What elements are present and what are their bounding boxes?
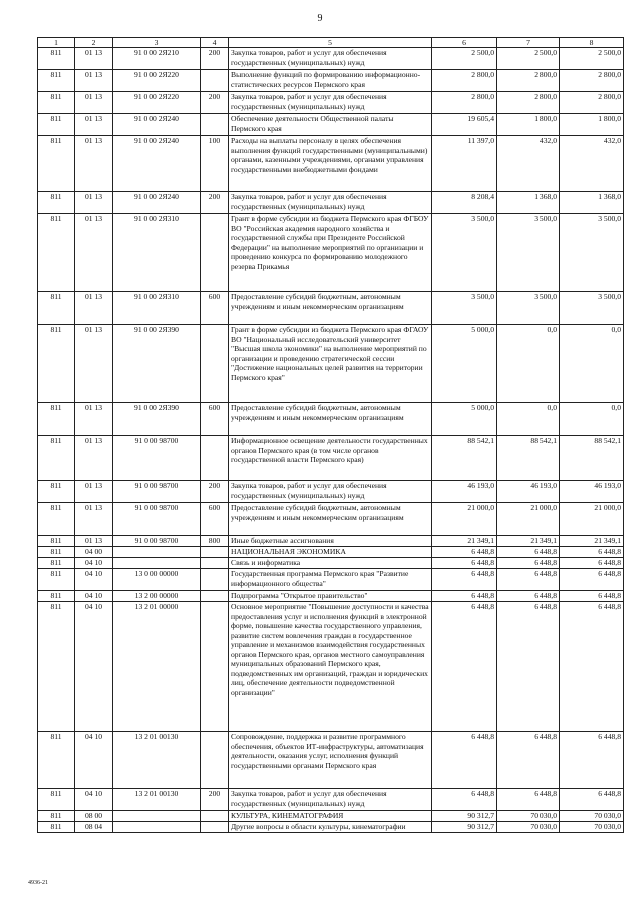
cell-col-8: 2 800,0 bbox=[560, 70, 624, 92]
cell-col-2: 01 13 bbox=[75, 403, 113, 436]
cell-col-4: 100 bbox=[201, 136, 229, 192]
cell-col-1: 811 bbox=[38, 403, 75, 436]
header-cell: 6 bbox=[432, 38, 497, 48]
cell-col-4: 600 bbox=[201, 292, 229, 325]
cell-col-4 bbox=[201, 602, 229, 732]
cell-col-2: 01 13 bbox=[75, 48, 113, 70]
cell-col-5: Обеспечение деятельности Общественной палаты Пермского края bbox=[229, 114, 432, 136]
cell-col-7: 70 030,0 bbox=[497, 822, 560, 833]
cell-col-8: 21 349,1 bbox=[560, 536, 624, 547]
cell-col-1: 811 bbox=[38, 192, 75, 214]
cell-col-1: 811 bbox=[38, 536, 75, 547]
header-cell: 5 bbox=[229, 38, 432, 48]
cell-col-5: Государственная программа Пермского края "Развитие информационного общества" bbox=[229, 569, 432, 591]
cell-col-7: 88 542,1 bbox=[497, 436, 560, 481]
cell-col-3: 91 0 00 2Я240 bbox=[113, 136, 201, 192]
cell-col-8: 1 800,0 bbox=[560, 114, 624, 136]
table-row bbox=[38, 503, 624, 536]
cell-col-5: Подпрограмма "Открытое правительство" bbox=[229, 591, 432, 602]
table-row bbox=[38, 403, 624, 436]
cell-col-2: 04 10 bbox=[75, 591, 113, 602]
cell-col-7: 2 800,0 bbox=[497, 92, 560, 114]
cell-col-8: 2 800,0 bbox=[560, 92, 624, 114]
cell-col-7: 6 448,8 bbox=[497, 547, 560, 558]
table-row bbox=[38, 192, 624, 214]
cell-col-8: 3 500,0 bbox=[560, 214, 624, 292]
table-body bbox=[38, 48, 624, 833]
cell-col-4: 200 bbox=[201, 192, 229, 214]
cell-col-4 bbox=[201, 732, 229, 789]
cell-col-5: Расходы на выплаты персоналу в целях обеспечения выполнения функций государственными (муниципальными) органами, казенными учреждениями, органами управления государственными внебюджетными фондами bbox=[229, 136, 432, 192]
cell-col-5: Выполнение функций по формированию информационно-статистических ресурсов Пермского края bbox=[229, 70, 432, 92]
cell-col-3: 91 0 00 2Я310 bbox=[113, 214, 201, 292]
cell-col-1: 811 bbox=[38, 732, 75, 789]
cell-col-7: 6 448,8 bbox=[497, 591, 560, 602]
cell-col-3: 13 2 00 00000 bbox=[113, 591, 201, 602]
cell-col-3: 13 0 00 00000 bbox=[113, 569, 201, 591]
cell-col-1: 811 bbox=[38, 547, 75, 558]
cell-col-8: 3 500,0 bbox=[560, 292, 624, 325]
budget-table bbox=[37, 37, 624, 833]
cell-col-1: 811 bbox=[38, 325, 75, 403]
table-row bbox=[38, 214, 624, 292]
cell-col-2: 01 13 bbox=[75, 503, 113, 536]
cell-col-1: 811 bbox=[38, 569, 75, 591]
cell-col-6: 19 605,4 bbox=[432, 114, 497, 136]
cell-col-4 bbox=[201, 811, 229, 822]
cell-col-4: 800 bbox=[201, 536, 229, 547]
cell-col-7: 6 448,8 bbox=[497, 789, 560, 811]
cell-col-5: Закупка товаров, работ и услуг для обеспечения государственных (муниципальных) нужд bbox=[229, 192, 432, 214]
cell-col-8: 6 448,8 bbox=[560, 789, 624, 811]
cell-col-6: 2 800,0 bbox=[432, 92, 497, 114]
cell-col-5: Связь и информатика bbox=[229, 558, 432, 569]
cell-col-3: 91 0 00 98700 bbox=[113, 503, 201, 536]
cell-col-2: 04 10 bbox=[75, 558, 113, 569]
table-row bbox=[38, 70, 624, 92]
cell-col-6: 2 800,0 bbox=[432, 70, 497, 92]
cell-col-7: 3 500,0 bbox=[497, 214, 560, 292]
cell-col-7: 21 000,0 bbox=[497, 503, 560, 536]
cell-col-3: 91 0 00 98700 bbox=[113, 536, 201, 547]
cell-col-2: 01 13 bbox=[75, 114, 113, 136]
cell-col-8: 6 448,8 bbox=[560, 591, 624, 602]
table-row bbox=[38, 591, 624, 602]
cell-col-4: 200 bbox=[201, 48, 229, 70]
cell-col-7: 432,0 bbox=[497, 136, 560, 192]
cell-col-5: Предоставление субсидий бюджетным, автономным учреждениям и иным некоммерческим организациям bbox=[229, 503, 432, 536]
table-row bbox=[38, 822, 624, 833]
cell-col-5: Основное мероприятие "Повышение доступности и качества предоставления услуг и исполнения функций в электронной форме, повышение качества государственного управления, развитие систем вовлечения граждан в государственное управление и механизмов взаимодействия государственных органов Пермского края, органов местного самоуправления муниципальных образований Пермского края, подведомственных им организаций, граждан и юридических лиц, обеспечение деятельности подведомственной организации" bbox=[229, 602, 432, 732]
cell-col-1: 811 bbox=[38, 811, 75, 822]
cell-col-8: 0,0 bbox=[560, 325, 624, 403]
cell-col-3: 13 2 01 00130 bbox=[113, 732, 201, 789]
cell-col-1: 811 bbox=[38, 789, 75, 811]
table-row bbox=[38, 732, 624, 789]
table-row bbox=[38, 114, 624, 136]
cell-col-4 bbox=[201, 591, 229, 602]
cell-col-7: 21 349,1 bbox=[497, 536, 560, 547]
cell-col-1: 811 bbox=[38, 822, 75, 833]
cell-col-2: 08 00 bbox=[75, 811, 113, 822]
cell-col-8: 6 448,8 bbox=[560, 569, 624, 591]
cell-col-2: 01 13 bbox=[75, 536, 113, 547]
header-cell: 4 bbox=[201, 38, 229, 48]
cell-col-2: 01 13 bbox=[75, 192, 113, 214]
cell-col-5: Закупка товаров, работ и услуг для обеспечения государственных (муниципальных) нужд bbox=[229, 481, 432, 503]
cell-col-7: 46 193,0 bbox=[497, 481, 560, 503]
cell-col-3: 91 0 00 2Я310 bbox=[113, 292, 201, 325]
cell-col-1: 811 bbox=[38, 481, 75, 503]
cell-col-6: 6 448,8 bbox=[432, 602, 497, 732]
header-cell: 1 bbox=[38, 38, 75, 48]
cell-col-4: 600 bbox=[201, 403, 229, 436]
cell-col-1: 811 bbox=[38, 602, 75, 732]
cell-col-4 bbox=[201, 436, 229, 481]
cell-col-7: 6 448,8 bbox=[497, 569, 560, 591]
cell-col-7: 6 448,8 bbox=[497, 558, 560, 569]
cell-col-8: 6 448,8 bbox=[560, 602, 624, 732]
cell-col-6: 2 500,0 bbox=[432, 48, 497, 70]
header-cell: 2 bbox=[75, 38, 113, 48]
cell-col-6: 11 397,0 bbox=[432, 136, 497, 192]
cell-col-5: КУЛЬТУРА, КИНЕМАТОГРАФИЯ bbox=[229, 811, 432, 822]
cell-col-1: 811 bbox=[38, 503, 75, 536]
cell-col-2: 01 13 bbox=[75, 92, 113, 114]
cell-col-6: 3 500,0 bbox=[432, 214, 497, 292]
cell-col-8: 6 448,8 bbox=[560, 558, 624, 569]
cell-col-1: 811 bbox=[38, 92, 75, 114]
cell-col-5: Закупка товаров, работ и услуг для обеспечения государственных (муниципальных) нужд bbox=[229, 48, 432, 70]
cell-col-6: 6 448,8 bbox=[432, 547, 497, 558]
cell-col-5: Предоставление субсидий бюджетным, автономным учреждениям и иным некоммерческим организациям bbox=[229, 292, 432, 325]
header-cell: 7 bbox=[497, 38, 560, 48]
cell-col-2: 04 00 bbox=[75, 547, 113, 558]
table-row bbox=[38, 569, 624, 591]
cell-col-2: 04 10 bbox=[75, 602, 113, 732]
table-row bbox=[38, 436, 624, 481]
cell-col-8: 88 542,1 bbox=[560, 436, 624, 481]
cell-col-6: 90 312,7 bbox=[432, 811, 497, 822]
cell-col-2: 04 10 bbox=[75, 732, 113, 789]
cell-col-2: 08 04 bbox=[75, 822, 113, 833]
table-row bbox=[38, 325, 624, 403]
table-row bbox=[38, 536, 624, 547]
cell-col-4: 200 bbox=[201, 92, 229, 114]
cell-col-7: 6 448,8 bbox=[497, 732, 560, 789]
cell-col-3: 91 0 00 98700 bbox=[113, 481, 201, 503]
cell-col-8: 21 000,0 bbox=[560, 503, 624, 536]
cell-col-7: 70 030,0 bbox=[497, 811, 560, 822]
cell-col-8: 6 448,8 bbox=[560, 732, 624, 789]
cell-col-1: 811 bbox=[38, 558, 75, 569]
cell-col-4 bbox=[201, 214, 229, 292]
cell-col-7: 0,0 bbox=[497, 403, 560, 436]
header-cell: 8 bbox=[560, 38, 624, 48]
cell-col-6: 21 349,1 bbox=[432, 536, 497, 547]
cell-col-2: 01 13 bbox=[75, 70, 113, 92]
cell-col-6: 6 448,8 bbox=[432, 558, 497, 569]
table-row bbox=[38, 92, 624, 114]
cell-col-4 bbox=[201, 114, 229, 136]
cell-col-8: 70 030,0 bbox=[560, 822, 624, 833]
cell-col-2: 01 13 bbox=[75, 292, 113, 325]
cell-col-6: 6 448,8 bbox=[432, 569, 497, 591]
cell-col-1: 811 bbox=[38, 70, 75, 92]
cell-col-8: 46 193,0 bbox=[560, 481, 624, 503]
table-row bbox=[38, 811, 624, 822]
cell-col-8: 432,0 bbox=[560, 136, 624, 192]
table-row bbox=[38, 481, 624, 503]
cell-col-5: Информационное освещение деятельности государственных органов Пермского края (в том числе органов государственной власти Пермского края) bbox=[229, 436, 432, 481]
cell-col-1: 811 bbox=[38, 114, 75, 136]
cell-col-3: 91 0 00 2Я390 bbox=[113, 403, 201, 436]
table-row bbox=[38, 48, 624, 70]
cell-col-2: 01 13 bbox=[75, 214, 113, 292]
cell-col-5: Другие вопросы в области культуры, кинематографии bbox=[229, 822, 432, 833]
cell-col-7: 1 368,0 bbox=[497, 192, 560, 214]
cell-col-5: Сопровождение, поддержка и развитие программного обеспечения, объектов ИТ-инфраструктуры, автоматизация деятельности, оказания услуг, исполнения функций государственными органами Пермского края bbox=[229, 732, 432, 789]
cell-col-6: 5 000,0 bbox=[432, 403, 497, 436]
cell-col-8: 70 030,0 bbox=[560, 811, 624, 822]
cell-col-6: 46 193,0 bbox=[432, 481, 497, 503]
table-row bbox=[38, 292, 624, 325]
cell-col-5: Закупка товаров, работ и услуг для обеспечения государственных (муниципальных) нужд bbox=[229, 92, 432, 114]
cell-col-6: 6 448,8 bbox=[432, 732, 497, 789]
cell-col-3: 91 0 00 2Я240 bbox=[113, 114, 201, 136]
cell-col-2: 01 13 bbox=[75, 325, 113, 403]
document-code: 4936-21 bbox=[28, 880, 48, 886]
cell-col-3: 91 0 00 2Я240 bbox=[113, 192, 201, 214]
cell-col-3: 91 0 00 98700 bbox=[113, 436, 201, 481]
cell-col-7: 1 800,0 bbox=[497, 114, 560, 136]
cell-col-3: 91 0 00 2Я210 bbox=[113, 48, 201, 70]
cell-col-6: 90 312,7 bbox=[432, 822, 497, 833]
cell-col-1: 811 bbox=[38, 436, 75, 481]
cell-col-4 bbox=[201, 547, 229, 558]
cell-col-3 bbox=[113, 811, 201, 822]
cell-col-3: 91 0 00 2Я220 bbox=[113, 92, 201, 114]
cell-col-6: 5 000,0 bbox=[432, 325, 497, 403]
cell-col-5: Грант в форме субсидии из бюджета Пермского края ФГАОУ ВО "Национальный исследовательский университет "Высшая школа экономики" на выполнение мероприятий по организации и проведению стратегической сессии "Достижение национальных целей развития на территории Пермского края" bbox=[229, 325, 432, 403]
cell-col-1: 811 bbox=[38, 48, 75, 70]
cell-col-6: 6 448,8 bbox=[432, 591, 497, 602]
cell-col-2: 04 10 bbox=[75, 569, 113, 591]
cell-col-6: 6 448,8 bbox=[432, 789, 497, 811]
cell-col-5: Иные бюджетные ассигнования bbox=[229, 536, 432, 547]
cell-col-3 bbox=[113, 558, 201, 569]
cell-col-4 bbox=[201, 325, 229, 403]
cell-col-3 bbox=[113, 547, 201, 558]
cell-col-5: Закупка товаров, работ и услуг для обеспечения государственных (муниципальных) нужд bbox=[229, 789, 432, 811]
cell-col-8: 0,0 bbox=[560, 403, 624, 436]
cell-col-4 bbox=[201, 70, 229, 92]
cell-col-1: 811 bbox=[38, 214, 75, 292]
table-header-row bbox=[38, 38, 624, 48]
cell-col-8: 1 368,0 bbox=[560, 192, 624, 214]
cell-col-8: 2 500,0 bbox=[560, 48, 624, 70]
cell-col-4 bbox=[201, 558, 229, 569]
cell-col-2: 04 10 bbox=[75, 789, 113, 811]
cell-col-6: 88 542,1 bbox=[432, 436, 497, 481]
cell-col-6: 8 208,4 bbox=[432, 192, 497, 214]
cell-col-1: 811 bbox=[38, 591, 75, 602]
cell-col-6: 21 000,0 bbox=[432, 503, 497, 536]
table-row bbox=[38, 558, 624, 569]
header-cell: 3 bbox=[113, 38, 201, 48]
cell-col-3: 91 0 00 2Я220 bbox=[113, 70, 201, 92]
cell-col-6: 3 500,0 bbox=[432, 292, 497, 325]
cell-col-2: 01 13 bbox=[75, 436, 113, 481]
cell-col-7: 6 448,8 bbox=[497, 602, 560, 732]
cell-col-7: 0,0 bbox=[497, 325, 560, 403]
table-row bbox=[38, 547, 624, 558]
cell-col-4: 200 bbox=[201, 481, 229, 503]
cell-col-5: Предоставление субсидий бюджетным, автономным учреждениям и иным некоммерческим организациям bbox=[229, 403, 432, 436]
cell-col-7: 2 800,0 bbox=[497, 70, 560, 92]
cell-col-2: 01 13 bbox=[75, 481, 113, 503]
cell-col-4 bbox=[201, 822, 229, 833]
cell-col-5: Грант в форме субсидии из бюджета Пермского края ФГБОУ ВО "Российская академия народного хозяйства и государственной службы при Президенте Российской Федерации" на выполнение мероприятий по организации и проведению конкурса по формированию молодежного резерва Прикамья bbox=[229, 214, 432, 292]
cell-col-8: 6 448,8 bbox=[560, 547, 624, 558]
cell-col-7: 3 500,0 bbox=[497, 292, 560, 325]
table-row bbox=[38, 602, 624, 732]
cell-col-4 bbox=[201, 569, 229, 591]
cell-col-5: НАЦИОНАЛЬНАЯ ЭКОНОМИКА bbox=[229, 547, 432, 558]
page-number: 9 bbox=[317, 13, 323, 24]
cell-col-3: 13 2 01 00000 bbox=[113, 602, 201, 732]
cell-col-3: 91 0 00 2Я390 bbox=[113, 325, 201, 403]
table-row bbox=[38, 789, 624, 811]
cell-col-2: 01 13 bbox=[75, 136, 113, 192]
table-row bbox=[38, 136, 624, 192]
cell-col-1: 811 bbox=[38, 136, 75, 192]
cell-col-3: 13 2 01 00130 bbox=[113, 789, 201, 811]
cell-col-1: 811 bbox=[38, 292, 75, 325]
cell-col-4: 600 bbox=[201, 503, 229, 536]
cell-col-3 bbox=[113, 822, 201, 833]
cell-col-4: 200 bbox=[201, 789, 229, 811]
cell-col-7: 2 500,0 bbox=[497, 48, 560, 70]
